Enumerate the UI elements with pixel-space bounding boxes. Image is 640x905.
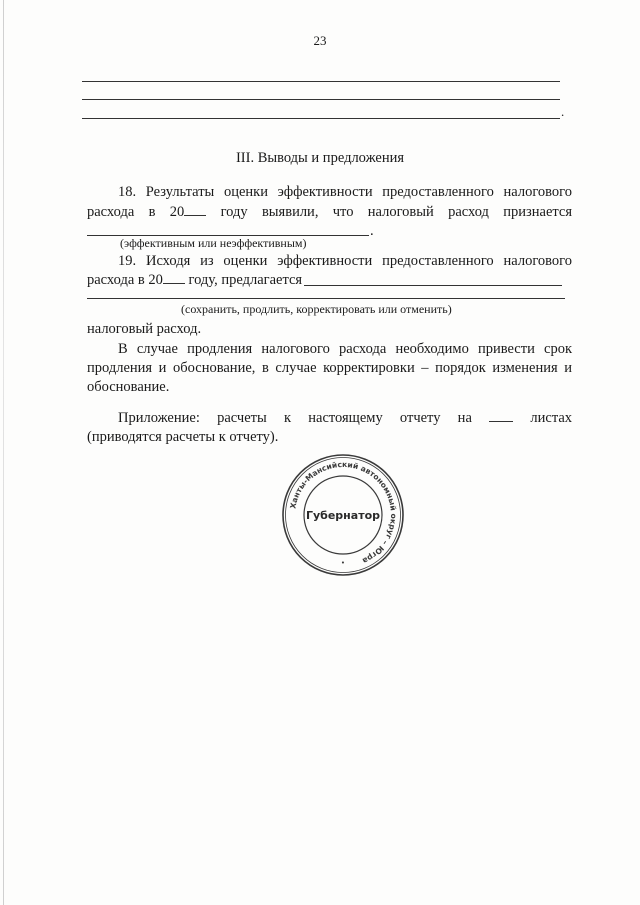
p18-line-2-suffix: году выявили, что налоговый расход признается xyxy=(220,204,572,220)
p18-line-1 xyxy=(118,182,572,202)
extension-line-2-text: продления и обоснование, в случае корректировки – порядок изменения и xyxy=(87,360,572,376)
attachment-pages-blank xyxy=(489,408,513,422)
attachment-line-1-prefix: Приложение: расчеты к настоящему отчету на xyxy=(118,410,472,426)
section-title: III. Выводы и предложения xyxy=(235,150,405,166)
p18-line-3-period: . xyxy=(370,223,374,239)
attachment-line-1-suffix: листах xyxy=(530,410,573,426)
attachment-line-1 xyxy=(118,408,572,428)
p19-proposal-blank-1 xyxy=(304,285,562,286)
page-number: 23 xyxy=(313,33,327,48)
page-edge xyxy=(3,0,4,905)
attachment-line-2: (приводятся расчеты к отчету). xyxy=(87,429,279,445)
p19-line-2-suffix: году, предлагается xyxy=(188,272,303,288)
p19-line-1-text: 19. Исходя из оценки эффективности предоставленного налогового xyxy=(118,253,572,269)
blank-line-1 xyxy=(82,81,560,82)
p19-line-4: налоговый расход. xyxy=(87,321,202,337)
p19-year-blank xyxy=(163,270,185,284)
p19-caption: (сохранить, продлить, корректировать или отменить) xyxy=(181,302,452,316)
p18-line-2 xyxy=(87,202,572,222)
p18-caption: (эффективным или неэффективным) xyxy=(120,236,307,250)
p18-year-blank xyxy=(184,202,206,216)
extension-line-2 xyxy=(87,358,572,378)
extension-line-1-text: В случае продления налогового расхода необходимо привести срок xyxy=(118,341,572,357)
blank-line-3-period: . xyxy=(561,104,565,119)
p19-line-2 xyxy=(87,270,302,290)
p19-line-2-prefix: расхода в 20 xyxy=(87,272,163,288)
seal-star: • xyxy=(340,559,346,567)
extension-line-1 xyxy=(118,339,572,359)
p18-line-1-text: 18. Результаты оценки эффективности предоставленного налогового xyxy=(118,184,572,200)
blank-line-2 xyxy=(82,99,560,100)
blank-line-3 xyxy=(82,118,560,119)
extension-line-3: обоснование. xyxy=(87,379,170,395)
seal-ring-text: Ханты-Мансийский автономный округ – Югра xyxy=(288,459,399,566)
governor-seal xyxy=(281,453,405,577)
p19-proposal-blank-2 xyxy=(87,298,565,299)
p18-line-2-prefix: расхода в 20 xyxy=(87,204,185,220)
seal-center-text: Губернатор xyxy=(305,509,381,522)
p19-line-1 xyxy=(118,251,572,271)
seal-graphic xyxy=(281,453,405,577)
